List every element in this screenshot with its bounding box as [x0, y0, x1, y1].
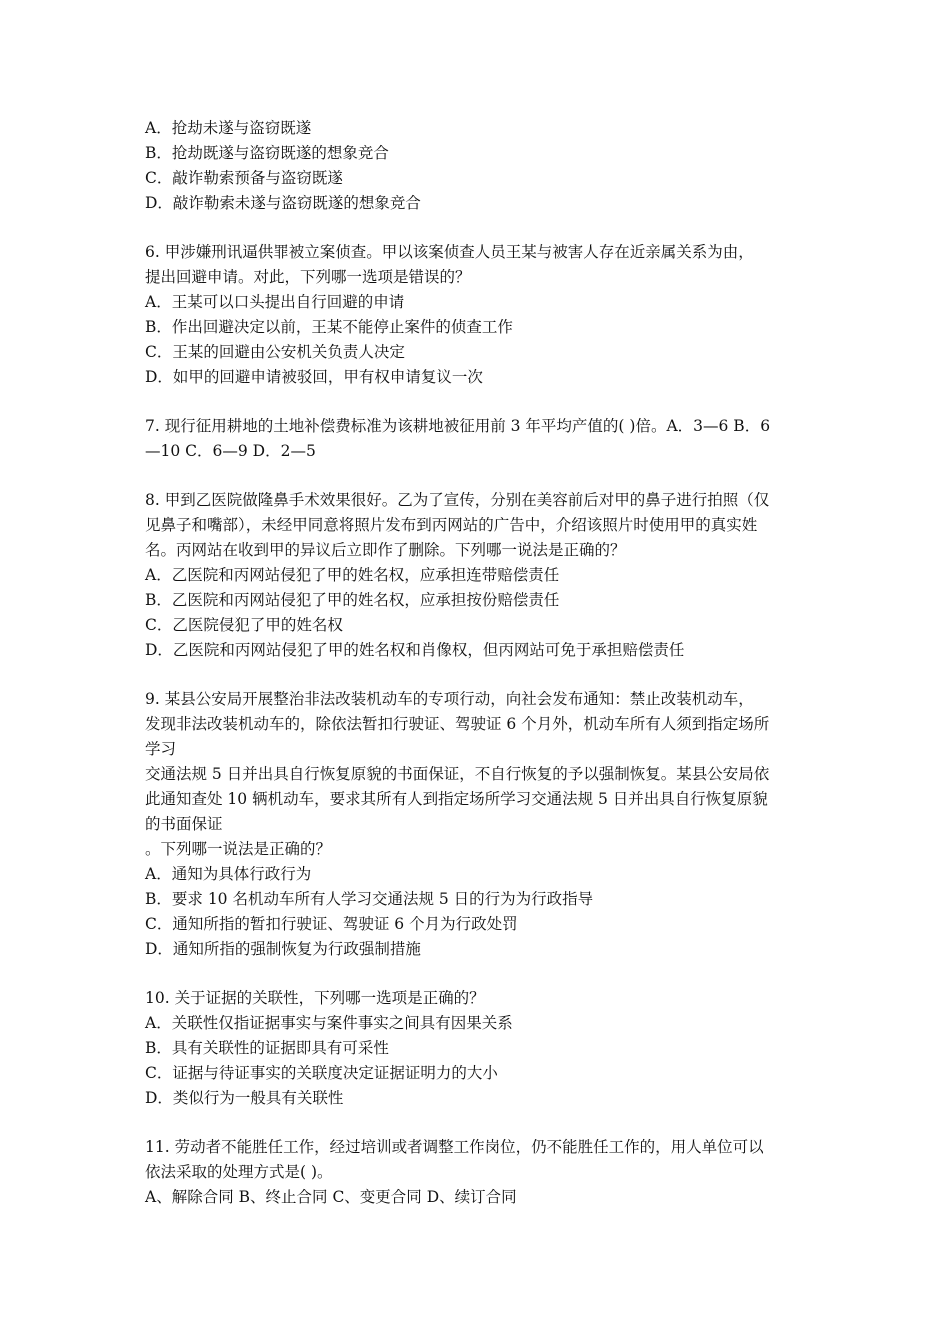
text-line: 。下列哪一说法是正确的？	[145, 840, 332, 858]
text-line: A．王某可以口头提出自行回避的申请	[145, 293, 405, 311]
text-line: A．抢劫未遂与盗窃既遂	[145, 119, 312, 137]
options-block	[145, 116, 815, 216]
text-line: D．如甲的回避申请被驳回，甲有权申请复议一次	[145, 368, 483, 386]
text-line: D．乙医院和丙网站侵犯了甲的姓名权和肖像权，但丙网站可免于承担赔偿责任	[145, 641, 685, 659]
text-line: 的书面保证	[145, 815, 223, 833]
text-line: 依法采取的处理方式是( )。	[145, 1163, 333, 1181]
paragraph-gap	[145, 216, 815, 240]
text-line: 提出回避申请。对此，下列哪一选项是错误的？	[145, 268, 471, 286]
text-line: 名。丙网站在收到甲的异议后立即作了删除。下列哪一说法是正确的？	[145, 541, 626, 559]
document-page	[145, 116, 815, 1210]
text-line: 学习	[145, 740, 177, 758]
paragraph-gap	[145, 962, 815, 986]
text-line: 11. 劳动者不能胜任工作，经过培训或者调整工作岗位，仍不能胜任工作的，用人单位可以	[145, 1138, 764, 1156]
question-11	[145, 1135, 815, 1210]
question-8	[145, 488, 815, 663]
text-line: D．通知所指的强制恢复为行政强制措施	[145, 940, 421, 958]
question-7	[145, 414, 815, 464]
text-line: B．要求 10 名机动车所有人学习交通法规 5 日的行为为行政指导	[145, 890, 594, 908]
text-line: C．乙医院侵犯了甲的姓名权	[145, 616, 343, 634]
text-line: A、解除合同 B、终止合同 C、变更合同 D、续订合同	[145, 1188, 517, 1206]
text-line: A．乙医院和丙网站侵犯了甲的姓名权，应承担连带赔偿责任	[145, 566, 560, 584]
text-line: B．抢劫既遂与盗窃既遂的想象竞合	[145, 144, 389, 162]
text-line: B．具有关联性的证据即具有可采性	[145, 1039, 389, 1057]
text-line: 交通法规 5 日并出具自行恢复原貌的书面保证，不自行恢复的予以强制恢复。某县公安局依	[145, 765, 770, 783]
text-line: C．王某的回避由公安机关负责人决定	[145, 343, 405, 361]
text-line: D．敲诈勒索未遂与盗窃既遂的想象竞合	[145, 194, 421, 212]
paragraph-gap	[145, 1111, 815, 1135]
text-line: 见鼻子和嘴部），未经甲同意将照片发布到丙网站的广告中，介绍该照片时使用甲的真实姓	[145, 516, 758, 534]
text-line: C．证据与待证事实的关联度决定证据证明力的大小	[145, 1064, 498, 1082]
text-line: 此通知查处 10 辆机动车，要求其所有人到指定场所学习交通法规 5 日并出具自行恢复原貌	[145, 790, 768, 808]
paragraph-gap	[145, 390, 815, 414]
text-line: 10. 关于证据的关联性，下列哪一选项是正确的？	[145, 989, 485, 1007]
text-line: 7. 现行征用耕地的土地补偿费标准为该耕地被征用前 3 年平均产值的( )倍。A．3—6 B．6	[145, 417, 771, 435]
question-10	[145, 986, 815, 1111]
paragraph-gap	[145, 663, 815, 687]
text-line: B．作出回避决定以前，王某不能停止案件的侦查工作	[145, 318, 513, 336]
text-line: A．通知为具体行政行为	[145, 865, 312, 883]
text-line: 8. 甲到乙医院做隆鼻手术效果很好。乙为了宣传，分别在美容前后对甲的鼻子进行拍照（仅	[145, 491, 770, 509]
question-6	[145, 240, 815, 390]
text-line: D．类似行为一般具有关联性	[145, 1089, 344, 1107]
text-line: A．关联性仅指证据事实与案件事实之间具有因果关系	[145, 1014, 513, 1032]
question-9	[145, 687, 815, 962]
paragraph-gap	[145, 464, 815, 488]
text-line: 6. 甲涉嫌刑讯逼供罪被立案侦查。甲以该案侦查人员王某与被害人存在近亲属关系为由，	[145, 243, 754, 261]
text-line: 9. 某县公安局开展整治非法改装机动车的专项行动，向社会发布通知：禁止改装机动车，	[145, 690, 754, 708]
text-line: 发现非法改装机动车的，除依法暂扣行驶证、驾驶证 6 个月外，机动车所有人须到指定场所	[145, 715, 770, 733]
text-line: B．乙医院和丙网站侵犯了甲的姓名权，应承担按份赔偿责任	[145, 591, 560, 609]
text-line: C．敲诈勒索预备与盗窃既遂	[145, 169, 343, 187]
text-line: C．通知所指的暂扣行驶证、驾驶证 6 个月为行政处罚	[145, 915, 518, 933]
text-line: —10 C．6—9 D．2—5	[145, 442, 316, 460]
